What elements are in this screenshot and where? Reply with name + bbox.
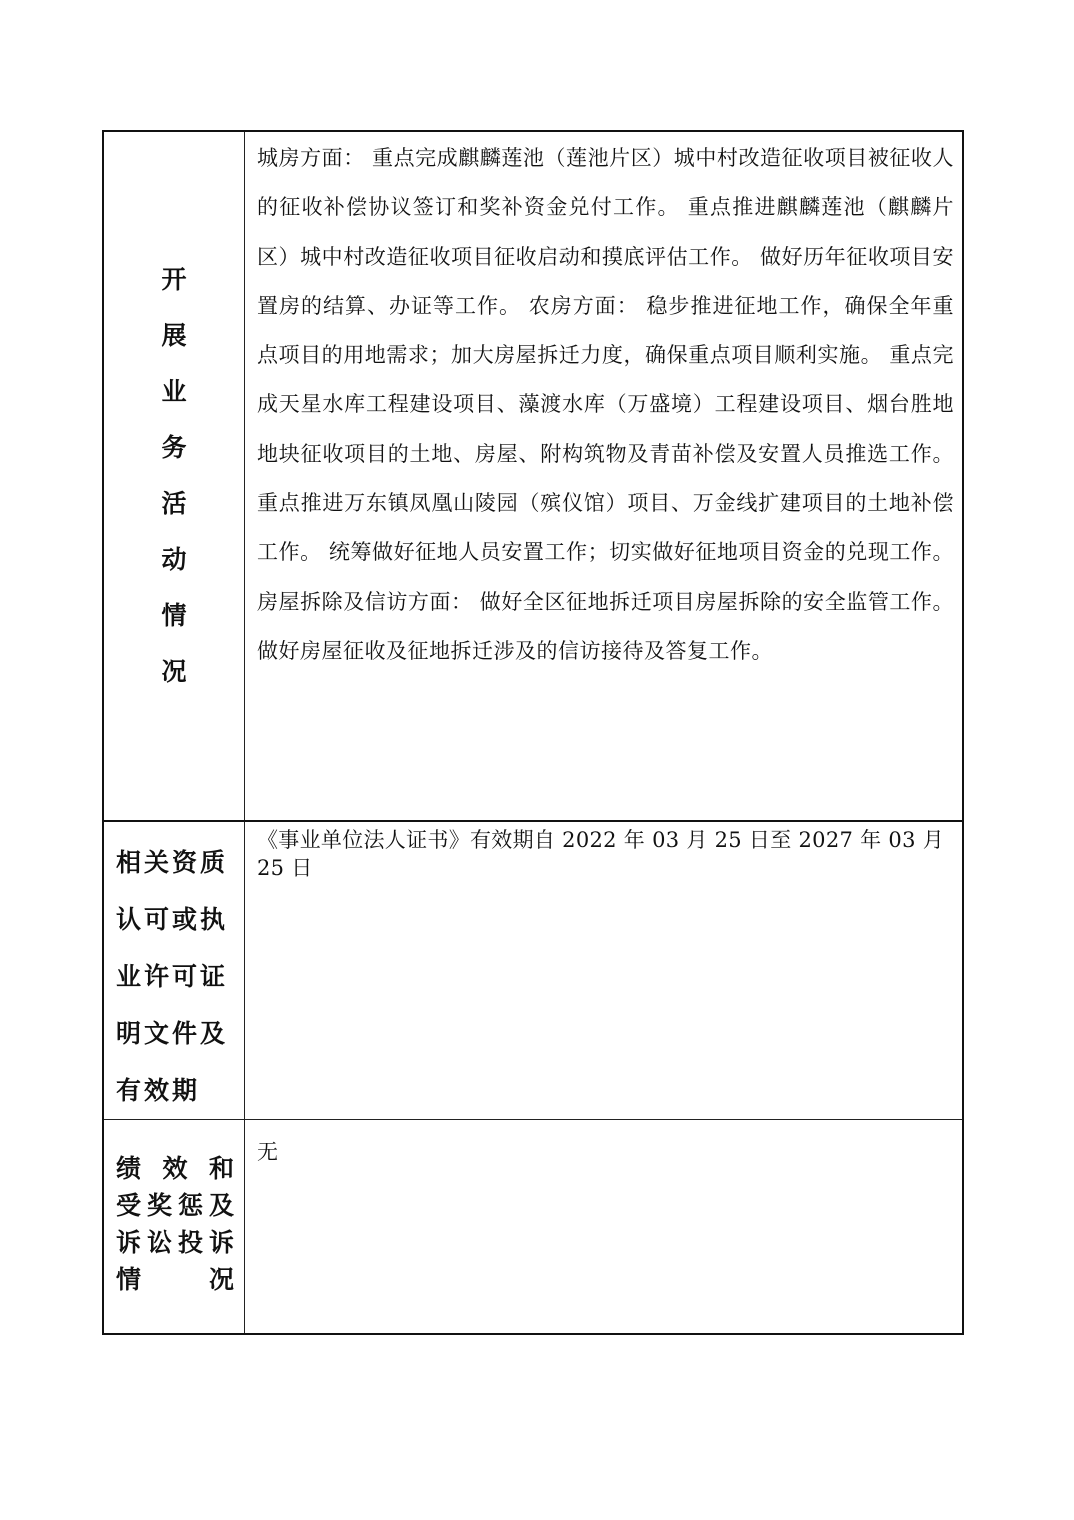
activities-content-cell <box>245 131 964 821</box>
qualification-label: 相关资质认可或执业许可证明文件及有效期 <box>116 848 229 1105</box>
performance-content: 无 <box>257 1140 278 1164</box>
label-char: 诉 <box>208 1228 234 1257</box>
label-char: 投 <box>177 1228 203 1257</box>
unit-info-table <box>102 130 964 1335</box>
label-char: 务 <box>161 433 187 462</box>
label-char: 讼 <box>146 1228 172 1257</box>
performance-content-cell <box>245 1120 964 1335</box>
table-row-performance <box>103 1120 963 1335</box>
label-char: 情 <box>161 601 187 630</box>
performance-label <box>104 1120 244 1298</box>
label-char: 展 <box>161 321 187 350</box>
table-row-qualification <box>103 821 963 1120</box>
activities-label-cell <box>103 131 245 821</box>
performance-label-line <box>116 1187 234 1224</box>
qualification-content-cell <box>245 821 964 1120</box>
label-char: 开 <box>161 265 187 294</box>
label-char: 情 <box>116 1265 142 1294</box>
label-char: 业 <box>161 377 187 406</box>
label-char: 况 <box>208 1265 234 1294</box>
label-char: 受 <box>116 1191 142 1220</box>
activities-content: 城房方面： 重点完成麒麟莲池（莲池片区）城中村改造征收项目被征收人的征收补偿协议签订和奖补资金兑付工作。 重点推进麒麟莲池（麒麟片区）城中村改造征收项目征收启动和摸底评估工作。 做好历年征收项目安置房的结算、办证等工作。 农房方面： 稳步推进征地工作，确保全年重点项目的用地需求；加大房屋拆迁力度，确保重点项目顺利实施。 重点完成天星水库工程建设项目、藻渡水库（万盛境）工程建设项目、烟台胜地地块征收项目的土地、房屋、附构筑物及青苗补偿及安置人员推选工作。 重点推进万东镇凤凰山陵园（殡仪馆）项目、万金线扩建项目的土地补偿工作。 统筹做好征地人员安置工作；切实做好征地项目资金的兑现工作。 房屋拆除及信访方面： 做好全区征地拆迁项目房屋拆除的安全监管工作。 做好房屋征收及征地拆迁涉及的信访接待及答复工作。 <box>257 146 954 663</box>
label-char: 奖 <box>146 1191 172 1220</box>
performance-label-line <box>116 1150 234 1187</box>
activities-label <box>104 132 244 820</box>
performance-label-line <box>116 1224 234 1261</box>
label-char: 及 <box>208 1191 234 1220</box>
label-char: 效 <box>162 1154 188 1183</box>
label-char: 诉 <box>116 1228 142 1257</box>
label-char: 惩 <box>177 1191 203 1220</box>
performance-label-cell <box>103 1120 245 1335</box>
table-row-activities <box>103 131 963 821</box>
label-char: 况 <box>161 657 187 686</box>
label-char: 活 <box>161 489 187 518</box>
performance-label-line <box>116 1261 234 1298</box>
qualification-content: 《事业单位法人证书》有效期自 2022 年 03 月 25 日至 2027 年 03 月 25 日 <box>257 828 945 880</box>
label-char: 和 <box>208 1154 234 1183</box>
qualification-label-cell <box>103 821 245 1120</box>
label-char: 动 <box>161 545 187 574</box>
label-char: 绩 <box>116 1154 142 1183</box>
